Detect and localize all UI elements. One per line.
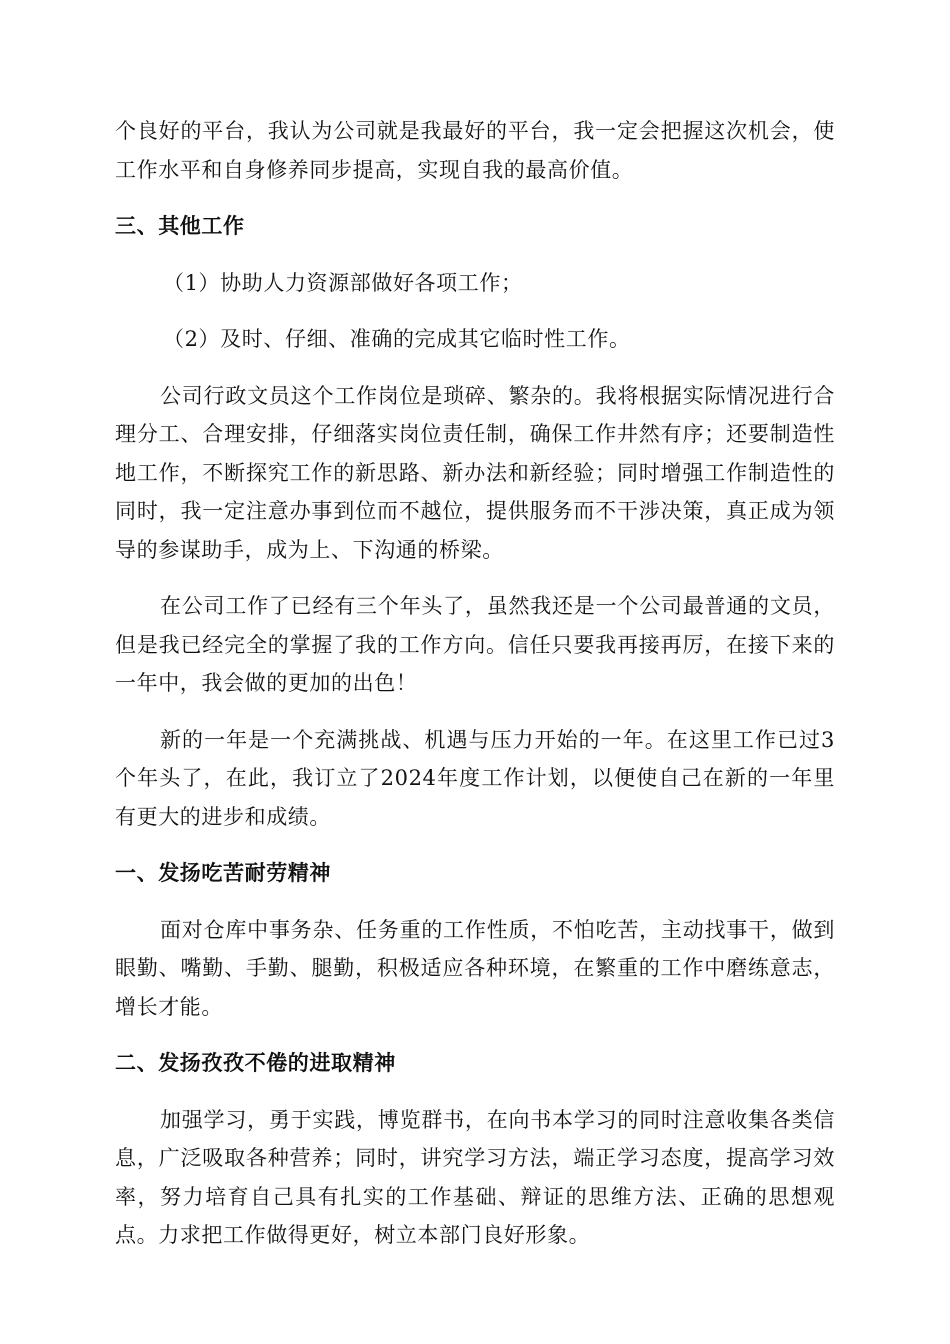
list-item: （1）协助人力资源部做好各项工作；	[163, 270, 523, 295]
paragraph: 加强学习，勇于实践，博览群书，在向书本学习的同时注意收集各类信息，广泛吸取各种营养；同时，讲究学习方法，端正学习态度，提高学习效率，努力培育自己具有扎实的工作基础、辩证的思维方法、正确的思想观点。力求把工作做得更好，树立本部门良好形象。	[115, 1107, 835, 1247]
paragraph: 个良好的平台，我认为公司就是我最好的平台，我一定会把握这次机会，使工作水平和自身修养同步提高，实现自我的最高价值。	[115, 119, 835, 182]
section-heading: 一、发扬吃苦耐劳精神	[115, 861, 331, 885]
document-body	[115, 112, 835, 1273]
paragraph: 面对仓库中事务杂、任务重的工作性质，不怕吃苦，主动找事干，做到眼勤、嘴勤、手勤、腿勤，积极适应各种环境，在繁重的工作中磨练意志，增长才能。	[115, 917, 835, 1019]
paragraph: 在公司工作了已经有三个年头了，虽然我还是一个公司最普通的文员，但是我已经完全的掌握了我的工作方向。信任只要我再接再厉，在接下来的一年中，我会做的更加的出色！	[115, 594, 835, 695]
section-heading: 二、发扬孜孜不倦的进取精神	[115, 1051, 396, 1075]
list-item: （2）及时、仔细、准确的完成其它临时性工作。	[163, 327, 631, 351]
section-heading: 三、其他工作	[115, 214, 245, 238]
paragraph: 公司行政文员这个工作岗位是琐碎、繁杂的。我将根据实际情况进行合理分工、合理安排，仔细落实岗位责任制，确保工作井然有序；还要制造性地工作，不断探究工作的新思路、新办法和新经验；同时增强工作制造性的同时，我一定注意办事到位而不越位，提供服务而不干涉决策，真正成为领导的参谋助手，成为上、下沟通的桥梁。	[115, 383, 835, 562]
paragraph: 新的一年是一个充满挑战、机遇与压力开始的一年。在这里工作已过3个年头了，在此，我订立了2024年度工作计划，以便使自己在新的一年里有更大的进步和成绩。	[115, 727, 835, 829]
